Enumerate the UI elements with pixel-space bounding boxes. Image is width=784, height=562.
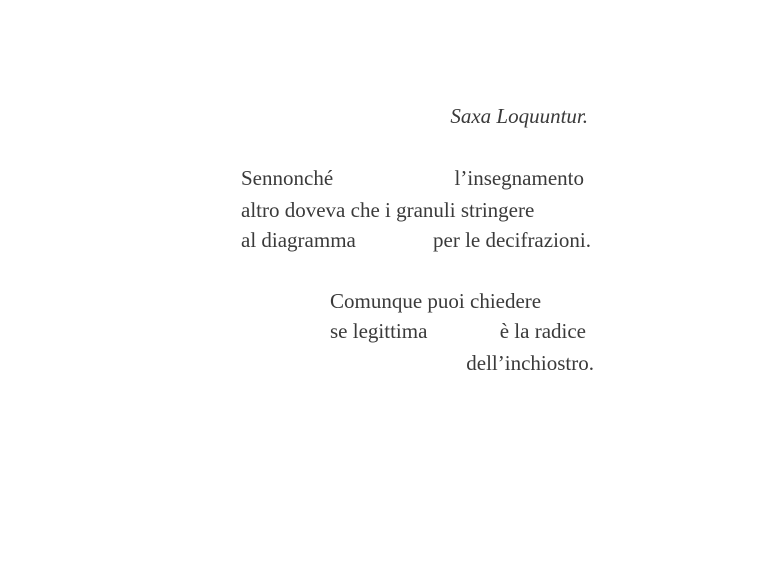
stanza1-line3-end: per le decifrazioni. bbox=[433, 228, 591, 252]
epigraph: Saxa Loquuntur. bbox=[450, 104, 588, 128]
stanza2-line1: Comunque puoi chiedere bbox=[330, 289, 542, 313]
stanza1-line1-start: Sennonché bbox=[241, 166, 334, 190]
stanza2-line3: dell’inchiostro. bbox=[466, 351, 594, 375]
stanza1-line2: altro doveva che i granuli stringere bbox=[241, 198, 535, 222]
stanza1-line1-end: l’insegnamento bbox=[454, 166, 584, 190]
stanza1-line3-start: al diagramma bbox=[241, 228, 356, 252]
stanza2-line2-start: se legittima bbox=[330, 319, 428, 343]
stanza2-line2-end: è la radice bbox=[499, 319, 586, 343]
